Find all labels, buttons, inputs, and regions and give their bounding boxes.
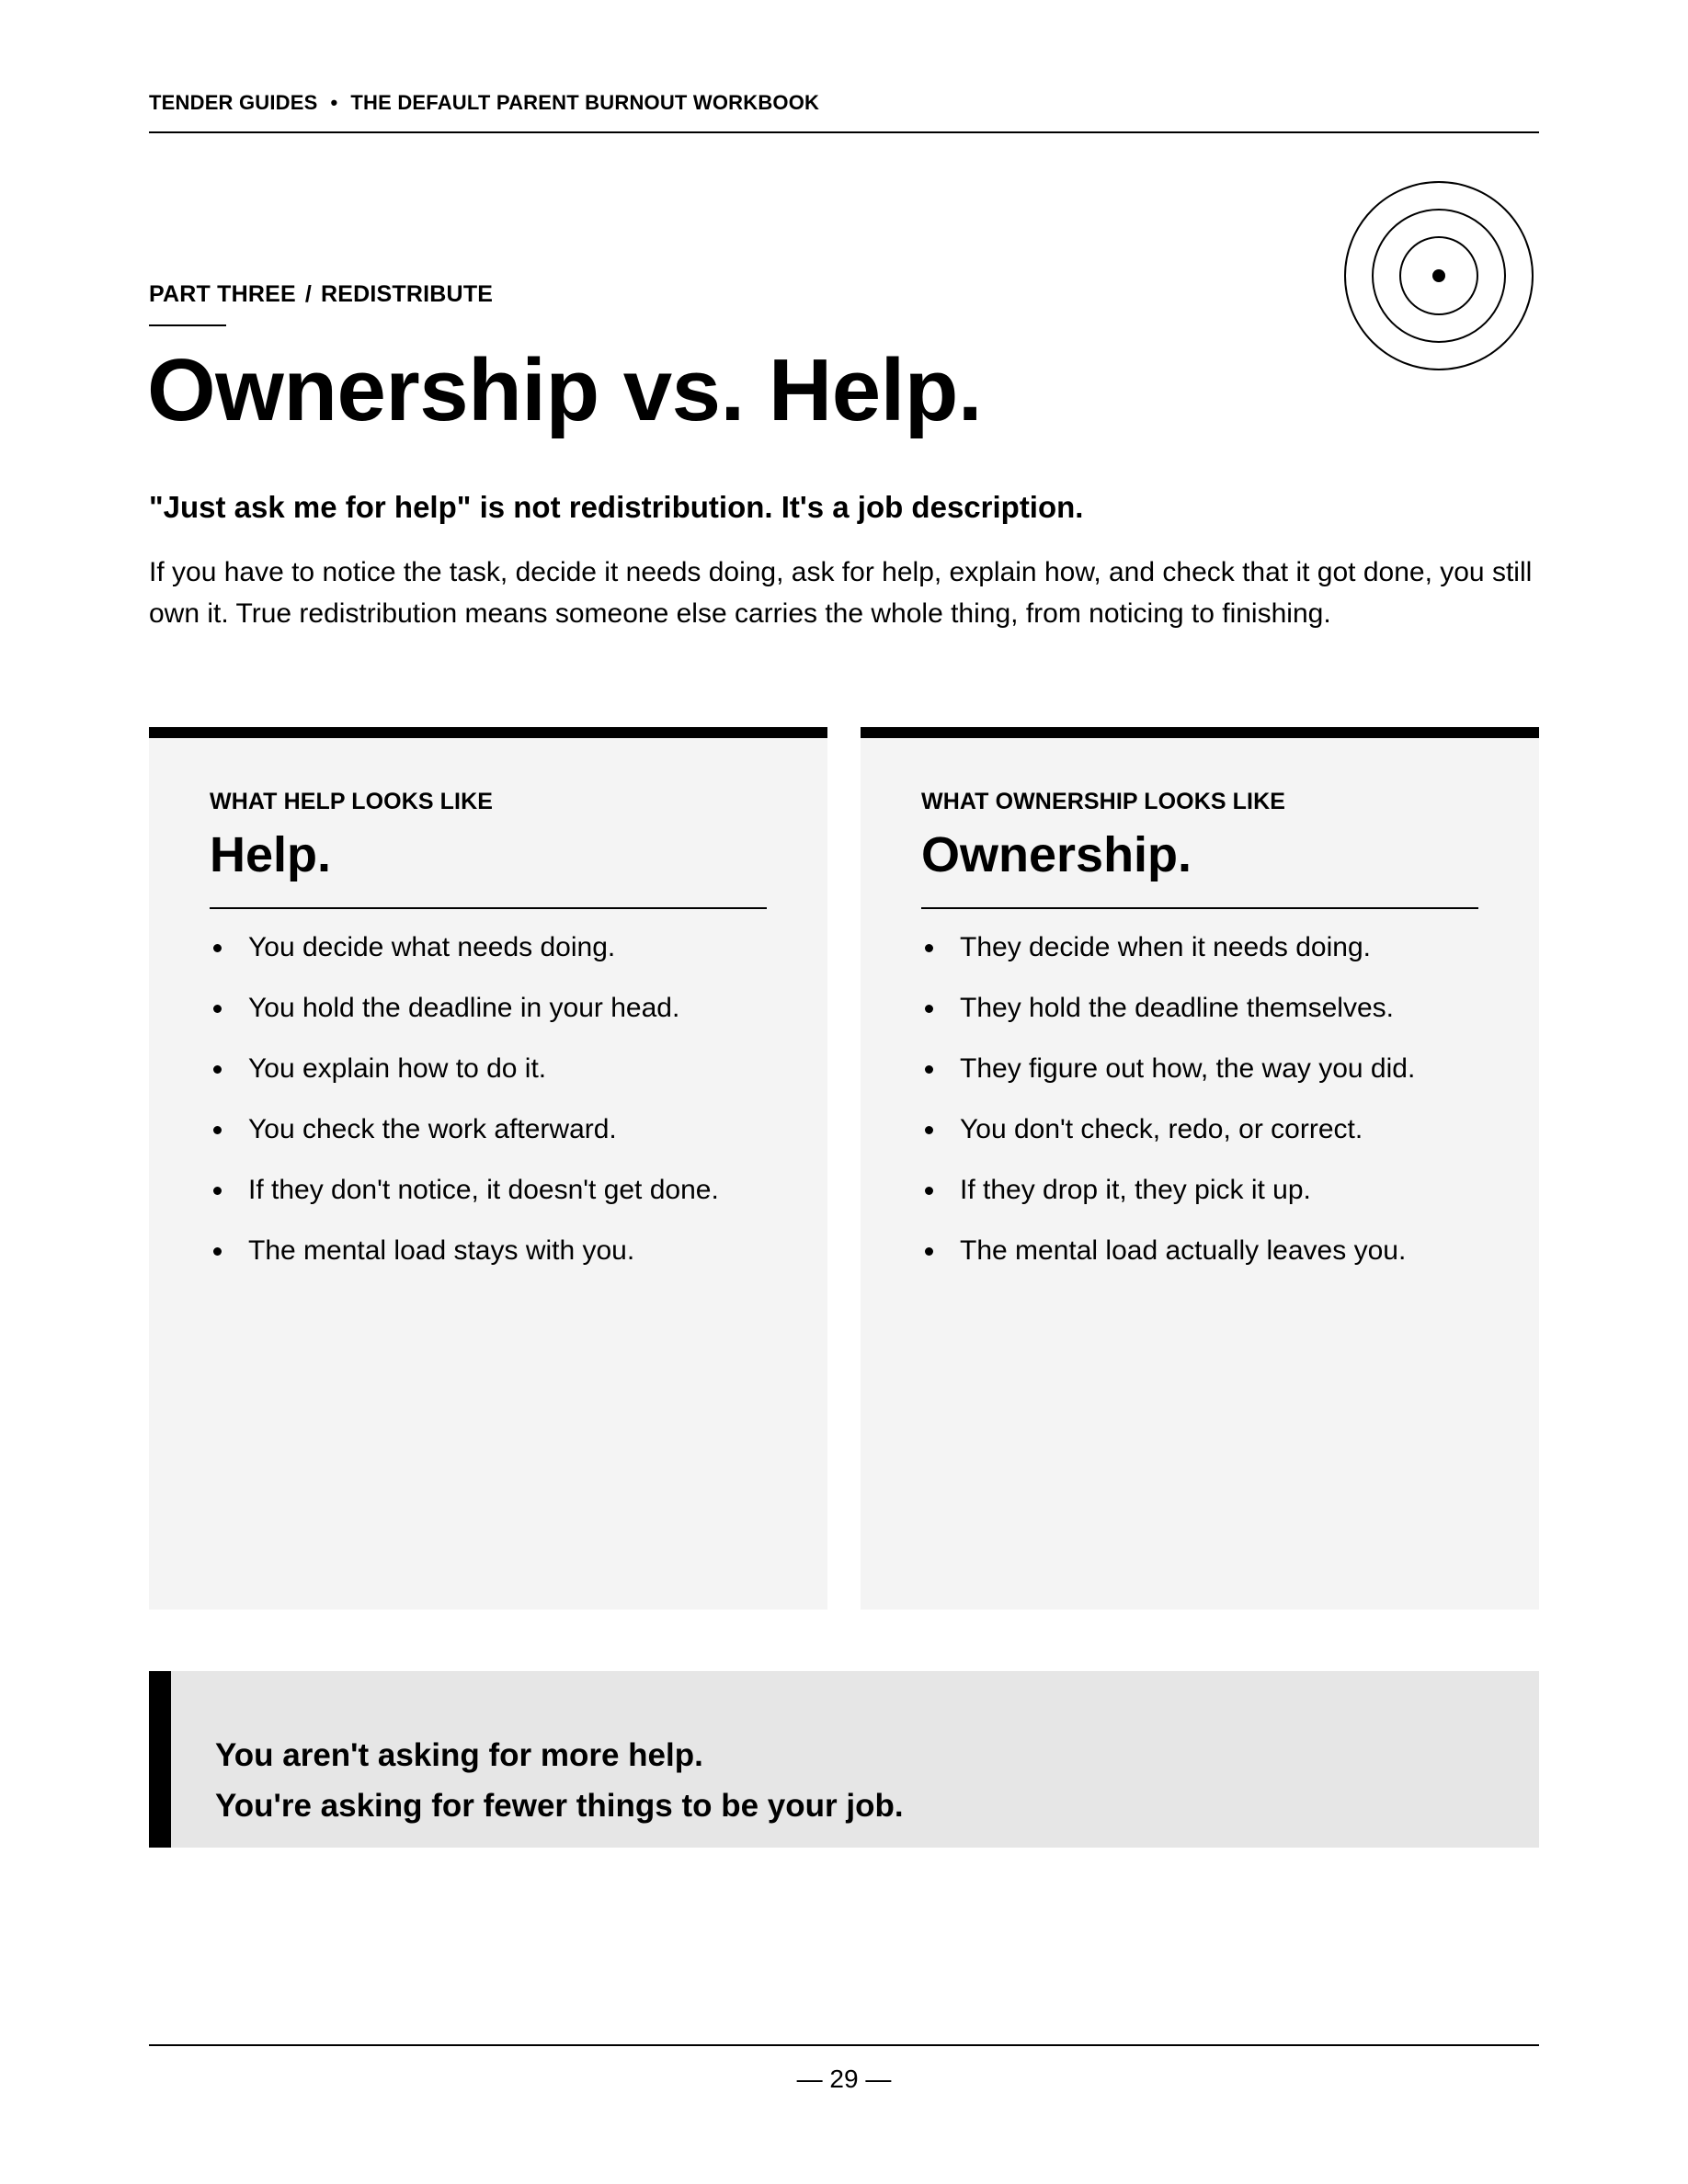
section-separator: / [304, 281, 313, 307]
body-paragraph: If you have to notice the task, decide it needs doing, ask for help, explain how, and check that it got done, you still own it. True redistribution means someone else carries the whole thing, from noticing to finishing. [149, 557, 1533, 629]
ownership-card-divider [921, 907, 1478, 909]
page-title: Ownership vs. Help. [147, 341, 983, 439]
list-item: They hold the deadline themselves. [921, 987, 1415, 1048]
concentric-target-icon [1342, 179, 1535, 372]
ownership-list [921, 927, 1415, 1291]
lede-text: "Just ask me for help" is not redistribution. It's a job description. [149, 490, 1084, 524]
callout-line-2: You're asking for fewer things to be your job. [215, 1788, 904, 1824]
list-item: The mental load stays with you. [210, 1230, 719, 1291]
publisher-name: TENDER GUIDES [149, 91, 318, 114]
list-item: They decide when it needs doing. [921, 927, 1415, 987]
list-item: If they don't notice, it doesn't get done. [210, 1169, 719, 1230]
book-title: THE DEFAULT PARENT BURNOUT WORKBOOK [350, 91, 820, 114]
help-card-kicker: WHAT HELP LOOKS LIKE [210, 789, 494, 814]
list-item: You decide what needs doing. [210, 927, 719, 987]
page-number: — 29 — [796, 2065, 892, 2093]
callout-line-1: You aren't asking for more help. [215, 1737, 703, 1773]
list-item: The mental load actually leaves you. [921, 1230, 1415, 1291]
help-card-divider [210, 907, 767, 909]
section-part: PART THREE [149, 281, 296, 307]
header-divider [149, 131, 1539, 133]
help-card [149, 727, 827, 1610]
list-item: You check the work afterward. [210, 1109, 719, 1169]
ownership-card [861, 727, 1539, 1610]
footer-divider [149, 2044, 1539, 2046]
pull-quote-callout [149, 1671, 1539, 1848]
list-item: You hold the deadline in your head. [210, 987, 719, 1048]
list-item: They figure out how, the way you did. [921, 1048, 1415, 1109]
help-card-title: Help. [210, 827, 332, 882]
section-name: REDISTRIBUTE [321, 281, 494, 307]
list-item: You explain how to do it. [210, 1048, 719, 1109]
list-item: If they drop it, they pick it up. [921, 1169, 1415, 1230]
eyebrow-underline [149, 324, 226, 326]
running-header [149, 91, 1539, 115]
ownership-card-kicker: WHAT OWNERSHIP LOOKS LIKE [921, 789, 1286, 814]
section-eyebrow [149, 281, 493, 308]
help-list [210, 927, 719, 1291]
callout-text [215, 1730, 904, 1831]
header-separator: • [330, 91, 338, 114]
ownership-card-title: Ownership. [921, 827, 1192, 882]
list-item: You don't check, redo, or correct. [921, 1109, 1415, 1169]
